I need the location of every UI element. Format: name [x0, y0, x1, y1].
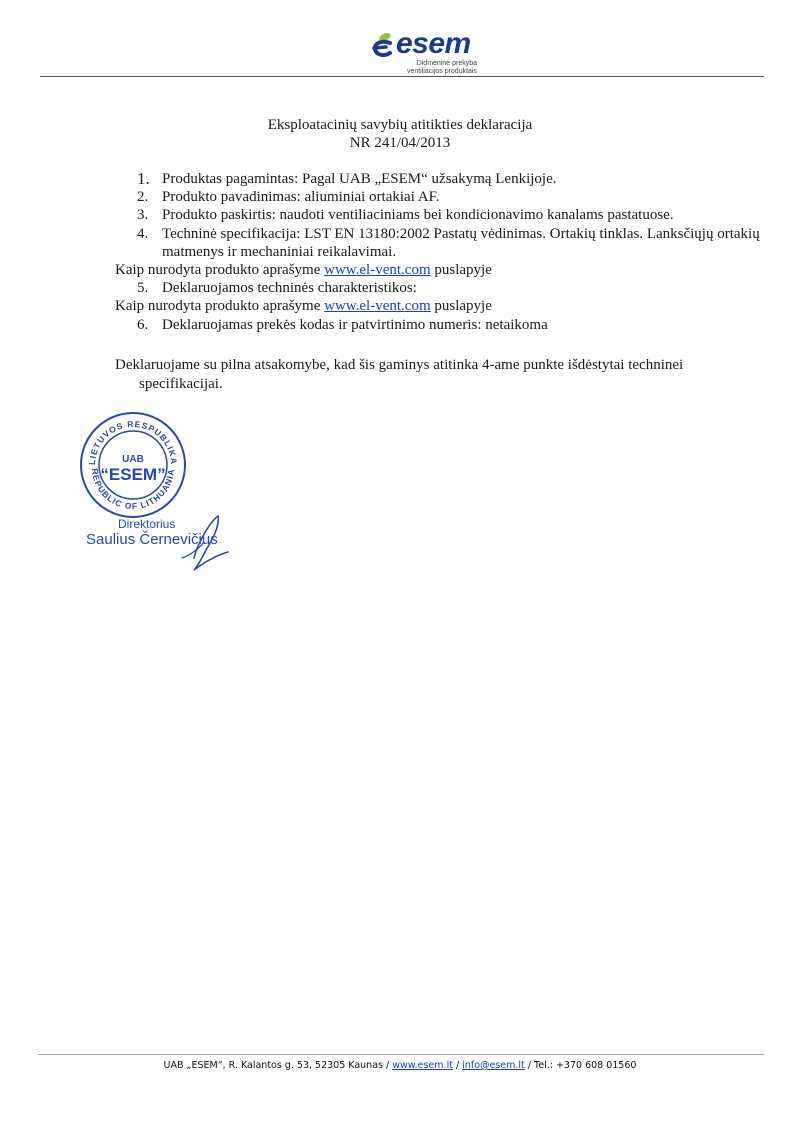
list-item [0, 188, 800, 206]
reference-prefix: Kaip nurodyta produkto aprašyme [115, 262, 325, 279]
list-item-text: Produkto pavadinimas: aliuminiai ortakiai AF. [162, 189, 440, 206]
list-item [0, 170, 800, 188]
list-item [0, 206, 800, 224]
svg-text:REPUBLIC OF LITHUANIA: REPUBLIC OF LITHUANIA [89, 467, 177, 512]
document-title: Eksploatacinių savybių atitikties deklaracija [267, 117, 533, 133]
declaration-list [0, 170, 800, 334]
website-link[interactable]: www.esem.lt [392, 1060, 453, 1071]
list-item-text: Produkto paskirtis: naudoti ventiliaciniams bei kondicionavimo kanalams pastatuose. [162, 207, 674, 224]
logo-wordmark: esem [396, 27, 471, 60]
list-item-number: 6. [137, 316, 149, 333]
el-vent-link[interactable]: www.el-vent.com [324, 262, 431, 279]
list-item-number: 3. [137, 207, 149, 224]
reference-suffix: puslapyje [430, 262, 492, 279]
logo-tagline: Didmeninė prekyba ventiliacijos produktais [406, 60, 477, 75]
list-item [0, 279, 800, 297]
company-stamp [78, 410, 188, 520]
reference-line [0, 261, 800, 279]
list-item [0, 316, 800, 334]
footer-divider [38, 1054, 764, 1055]
list-item-text: Deklaruojamas prekės kodas ir patvirtinimo numeris: netaikoma [162, 316, 548, 333]
reference-line [0, 297, 800, 315]
esem-leaf-logo-icon [368, 31, 398, 61]
list-item-text: Techninė specifikacija: LST EN 13180:2002 Pastatų vėdinimas. Ortakių tinklas. Lanksčiųjų ortakių matmenys ir mechaniniai reikalavimai. [162, 225, 760, 260]
svg-text:LIETUVOS RESPUBLIKA: LIETUVOS RESPUBLIKA [86, 418, 180, 466]
reference-suffix: puslapyje [430, 298, 492, 315]
email-link[interactable]: info@esem.lt [462, 1060, 525, 1071]
list-item-number: 2. [137, 189, 149, 206]
el-vent-link[interactable]: www.el-vent.com [324, 298, 431, 315]
company-logo [368, 27, 478, 77]
signatory-name: Saulius Černevičius [86, 531, 218, 548]
list-item-number: 1. [137, 169, 150, 188]
signatory-role: Direktorius [118, 517, 176, 531]
header-divider [40, 76, 764, 77]
list-item-text: Produktas pagamintas: Pagal UAB „ESEM“ užsakymą Lenkijoje. [162, 171, 557, 187]
declaration-statement: Deklaruojame su pilna atsakomybe, kad šis gaminys atitinka 4-ame punkte išdėstytai techninei specifikacijai. [115, 357, 684, 392]
svg-text:“ESEM”: “ESEM” [100, 465, 166, 484]
list-item [0, 225, 800, 261]
list-item-number: 5. [137, 280, 149, 297]
document-number: NR 241/04/2013 [349, 135, 451, 151]
list-item-number: 4. [137, 225, 149, 242]
list-item-text: Deklaruojamos techninės charakteristikos: [162, 280, 417, 297]
footer-contact: UAB „ESEM“, R. Kalantos g. 53, 52305 Kaunas / www.esem.lt / info@esem.lt / Tel.: +370 608 01560 [163, 1060, 637, 1071]
handwritten-signature [176, 512, 234, 572]
svg-text:UAB: UAB [122, 454, 144, 465]
reference-prefix: Kaip nurodyta produkto aprašyme [115, 298, 325, 315]
